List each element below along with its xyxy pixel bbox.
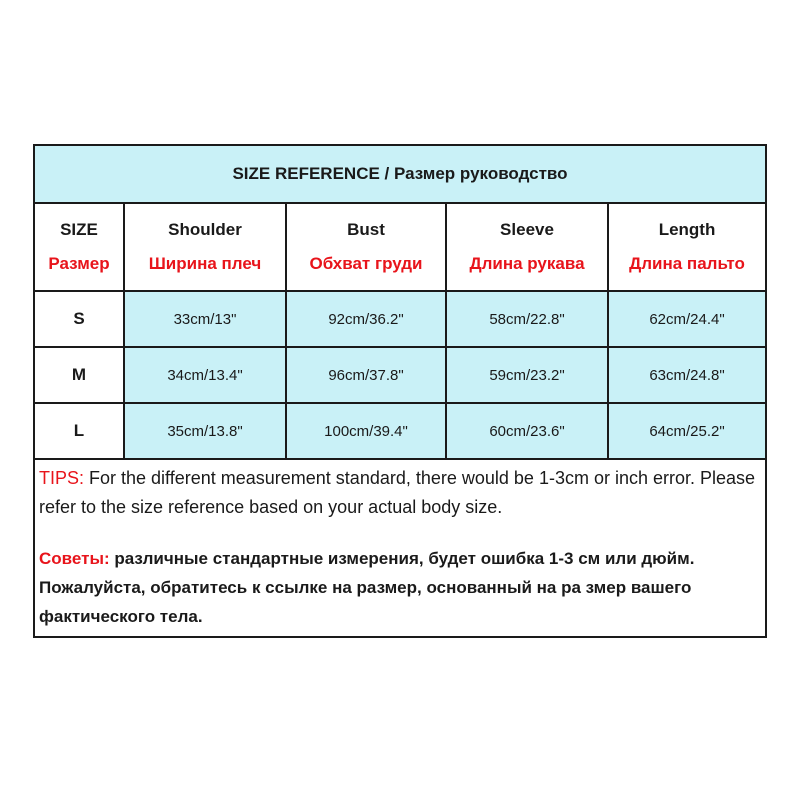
tips-text-ru: различные стандартные измерения, будет ошибка 1-3 см или дюйм. Пожалуйста, обратитесь к ссылке на размер, основанный на ра змер вашего фактического тела. <box>39 549 695 626</box>
table-row <box>35 291 765 347</box>
size-chart-panel <box>33 144 767 638</box>
length-value: 62cm/24.4" <box>608 291 765 347</box>
sleeve-value: 60cm/23.6" <box>446 403 608 459</box>
header-label-ru: Размер <box>48 254 110 273</box>
bust-value: 96cm/37.8" <box>286 347 446 403</box>
header-label-ru: Обхват груди <box>309 254 423 273</box>
tips-label-en: TIPS: <box>39 468 85 488</box>
tips-text-en: For the different measurement standard, there would be 1-3cm or inch error. Please refer to the size reference based on your actual body size. <box>39 468 756 517</box>
tips-section <box>35 460 765 631</box>
table-row <box>35 347 765 403</box>
header-bust <box>286 203 446 291</box>
bust-value: 92cm/36.2" <box>286 291 446 347</box>
header-label-ru: Длина рукава <box>469 254 585 273</box>
header-label-en: Length <box>658 220 716 239</box>
shoulder-value: 33cm/13" <box>124 291 286 347</box>
header-row <box>35 203 765 291</box>
header-length <box>608 203 765 291</box>
size-label: L <box>35 403 124 459</box>
size-label: S <box>35 291 124 347</box>
header-label-en: Sleeve <box>500 220 554 239</box>
header-label-en: Bust <box>347 220 385 239</box>
header-label-en: Shoulder <box>168 220 242 239</box>
header-label-en: SIZE <box>60 220 98 239</box>
header-label-ru: Ширина плеч <box>148 254 262 273</box>
header-label-ru: Длина пальто <box>629 254 745 273</box>
shoulder-value: 35cm/13.8" <box>124 403 286 459</box>
sleeve-value: 58cm/22.8" <box>446 291 608 347</box>
table-title: SIZE REFERENCE / Размер руководство <box>35 146 765 203</box>
title-row <box>35 146 765 203</box>
size-table <box>35 146 765 460</box>
bust-value: 100cm/39.4" <box>286 403 446 459</box>
header-sleeve <box>446 203 608 291</box>
length-value: 63cm/24.8" <box>608 347 765 403</box>
table-row <box>35 403 765 459</box>
tips-label-ru: Советы: <box>39 549 110 568</box>
header-size <box>35 203 124 291</box>
tips-english <box>39 464 765 522</box>
header-shoulder <box>124 203 286 291</box>
length-value: 64cm/25.2" <box>608 403 765 459</box>
size-label: M <box>35 347 124 403</box>
tips-russian <box>39 544 765 631</box>
sleeve-value: 59cm/23.2" <box>446 347 608 403</box>
shoulder-value: 34cm/13.4" <box>124 347 286 403</box>
